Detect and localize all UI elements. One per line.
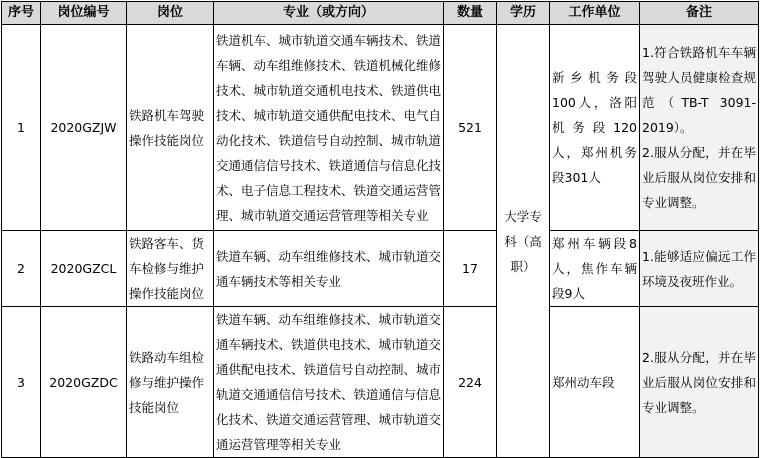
row-code: 2020GZCL <box>41 231 127 307</box>
row-seq: 1 <box>2 25 41 231</box>
recruitment-table <box>1 1 759 458</box>
row-note: 1.符合铁路机车车辆驾驶人员健康检查规范（TB-T 3091-2019）。 2.服从分配，并在毕业后服从岗位安排和专业调整。 <box>640 25 759 231</box>
row-major: 铁道车辆、动车组维修技术、城市轨道交通车辆技术等相关专业 <box>214 231 444 307</box>
header-count: 数量 <box>444 2 497 25</box>
row-unit: 郑州动车段 <box>550 307 640 458</box>
row-position: 铁路客车、货车检修与维护操作技能岗位 <box>127 231 214 307</box>
header-unit: 工作单位 <box>550 2 640 25</box>
header-seq: 序号 <box>2 2 41 25</box>
row-seq: 2 <box>2 231 41 307</box>
header-note: 备注 <box>640 2 759 25</box>
row-code: 2020GZDC <box>41 307 127 458</box>
row-seq: 3 <box>2 307 41 458</box>
row-unit: 郑州车辆段8人，焦作车辆段9人 <box>550 231 640 307</box>
header-major: 专业（或方向） <box>214 2 444 25</box>
row-major: 铁道车辆、动车组维修技术、城市轨道交通车辆技术、铁道供电技术、城市轨道交通供配电技术、铁道信号自动控制、城市轨道交通通信信号技术、铁道通信与信息化技术、铁道交通运营管理、城市轨道交通运营管理等相关专业 <box>214 307 444 458</box>
row-position: 铁路动车组检修与维护操作技能岗位 <box>127 307 214 458</box>
row-major: 铁道机车、城市轨道交通车辆技术、铁道车辆、动车组维修技术、铁道机械化维修技术、城市轨道交通机电技术、铁道供电技术、城市轨道交通供配电技术、电气自动化技术、铁道信号自动控制、城市轨道交通通信信号技术、铁道通信与信息化技术、电子信息工程技术、铁道交通运营管理、城市轨道交通运营管理等相关专业 <box>214 25 444 231</box>
header-row <box>2 2 759 25</box>
row-note: 1.能够适应偏远工作环境及夜班作业。 <box>640 231 759 307</box>
header-position: 岗位 <box>127 2 214 25</box>
header-code: 岗位编号 <box>41 2 127 25</box>
table-row <box>2 307 759 458</box>
row-note: 2.服从分配，并在毕业后服从岗位安排和专业调整。 <box>640 307 759 458</box>
row-position: 铁路机车驾驶操作技能岗位 <box>127 25 214 231</box>
row-count: 17 <box>444 231 497 307</box>
row-unit: 新乡机务段100人，洛阳机务段120人，郑州机务段301人 <box>550 25 640 231</box>
table-row <box>2 25 759 231</box>
row-count: 224 <box>444 307 497 458</box>
row-count: 521 <box>444 25 497 231</box>
header-education: 学历 <box>497 2 550 25</box>
table-row <box>2 231 759 307</box>
education-cell: 大学专科（高职） <box>497 25 550 458</box>
row-code: 2020GZJW <box>41 25 127 231</box>
